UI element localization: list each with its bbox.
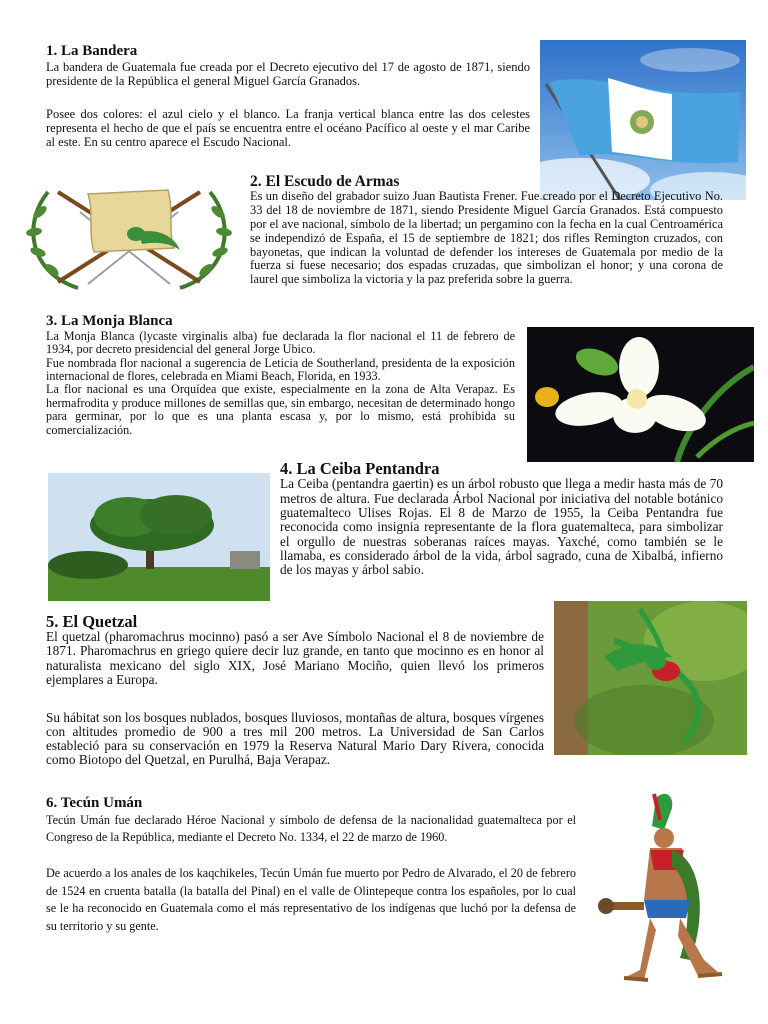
section-title: 6. Tecún Umán xyxy=(46,795,143,811)
section-title: 4. La Ceiba Pentandra xyxy=(280,459,440,478)
section-title: 2. El Escudo de Armas xyxy=(250,173,400,190)
tecun-uman-illustration xyxy=(594,790,748,986)
section-paragraph: La Monja Blanca (lycaste virginalis alba) fue declarada la flor nacional el 11 de febrero de 1934, por decreto presidencial del general Jorge Ubico. xyxy=(46,328,515,357)
section-tecun-uman xyxy=(46,796,576,936)
section-title: 1. La Bandera xyxy=(46,43,138,59)
section-paragraph: Su hábitat son los bosques nublados, bosques lluviosos, montañas de altura, bosques vírgenes con altitudes promedio de 900 a tres mil 200 metros. La Universidad de San Carlos estableció para su conservación en 1979 la Reserva Natural Mario Dary Rivera, conocida como Biotopo del Quetzal, en Purulhá, Baja Verapaz. xyxy=(46,709,544,767)
quetzal-image xyxy=(554,601,747,755)
section-title: 3. La Monja Blanca xyxy=(46,313,173,329)
section-paragraph: La Ceiba (pentandra gaertin) es un árbol robusto que llega a medir hasta más de 70 metros de altura. Fue declarada Árbol Nacional por iniciativa del notable botánico guatemalteco Ulises Rojas. El 8 de Marzo de 1955, la Ceiba Pentandra fue reconocida como insignia representante de la flora guatemalteca, para simbolizar el orgullo de nuestras soberanas raíces mayas. Yaxché, como también se le llamaba, es considerado árbol de la vida, árbol sagrado, cuna de Xibalbá, infierno de los mayas y árbol sabio. xyxy=(280,476,723,578)
section-paragraph: La bandera de Guatemala fue creada por el Decreto ejecutivo del 17 de agosto de 1871, siendo presidente de la República el general Miguel García Granados. xyxy=(46,59,530,89)
section-quetzal xyxy=(46,613,544,767)
section-monja-blanca xyxy=(46,314,515,437)
section-bandera xyxy=(46,44,530,150)
section-paragraph: Tecún Umán fue declarado Héroe Nacional y símbolo de defensa de la nacionalidad guatemalteca por el Congreso de la República, mediante el Decreto No. 1334, el 22 de marzo de 1960. xyxy=(46,812,576,844)
section-paragraph: El quetzal (pharomachrus mocinno) pasó a ser Ave Símbolo Nacional el 8 de noviembre de 1871. Pharomachrus en griego quiere decir luz grande, en tanto que mocinno es en honor al naturalista mexicano del siglo XIX, José Mariano Mociño, quien llevó los primeros ejemplares a Europa. xyxy=(46,629,544,687)
orchid-image xyxy=(527,327,754,462)
section-paragraph: De acuerdo a los anales de los kaqchikeles, Tecún Umán fue muerto por Pedro de Alvarado, el 20 de febrero de 1524 en cruenta batalla (la batalla del Pinal) en el valle de Olintepeque contra los españoles, por lo cual se le ha reconocido en Guatemala como el más representativo de los indígenas que luchó por la defensa de su territorio y su gente. xyxy=(46,865,576,933)
section-paragraph: La flor nacional es una Orquídea que existe, especialmente en la zona de Alta Verapaz. Es hermafrodita y produce millones de semillas que, sin embargo, necesitan de determinado hongo para germinar, por lo que es una planta escasa y, por lo mismo, está prohibida su comercialización. xyxy=(46,382,515,437)
section-paragraph: Posee dos colores: el azul cielo y el blanco. La franja vertical blanca entre las dos celestes representa el hecho de que el país se encuentra entre el océano Pacífico al oeste y el mar Caribe al este. En su centro aparece el Escudo Nacional. xyxy=(46,106,530,150)
flag-image xyxy=(540,40,746,200)
section-paragraph: Es un diseño del grabador suizo Juan Bautista Frener. Fue creado por el Decreto Ejecutivo No. 33 del 18 de noviembre de 1871, siendo Presidente Miguel García Granados. Está compuesto por el ave nacional, símbolo de la libertad; un pergamino con la fecha en la cual Centroamérica se independizó de España, el 15 de septiembre de 1821; dos rifles Remington cruzados, con bayonetas, que indican la voluntad de defender los intereses de Guatemala por medio de la fuerza si fuese necesario; dos espadas cruzadas, que simbolizan el honor; y una corona de laurel que simboliza la victoria y la paz preferida sobre la guerra. xyxy=(250,189,723,287)
section-paragraph: Fue nombrada flor nacional a sugerencia de Leticia de Southerland, presidenta de la exposición internacional de flores, celebrada en Miami Beach, Florida, en 1933. xyxy=(46,355,515,384)
ceiba-tree-image xyxy=(48,473,270,601)
section-ceiba xyxy=(280,460,723,578)
section-title: 5. El Quetzal xyxy=(46,612,138,631)
coat-of-arms-image xyxy=(18,172,240,294)
